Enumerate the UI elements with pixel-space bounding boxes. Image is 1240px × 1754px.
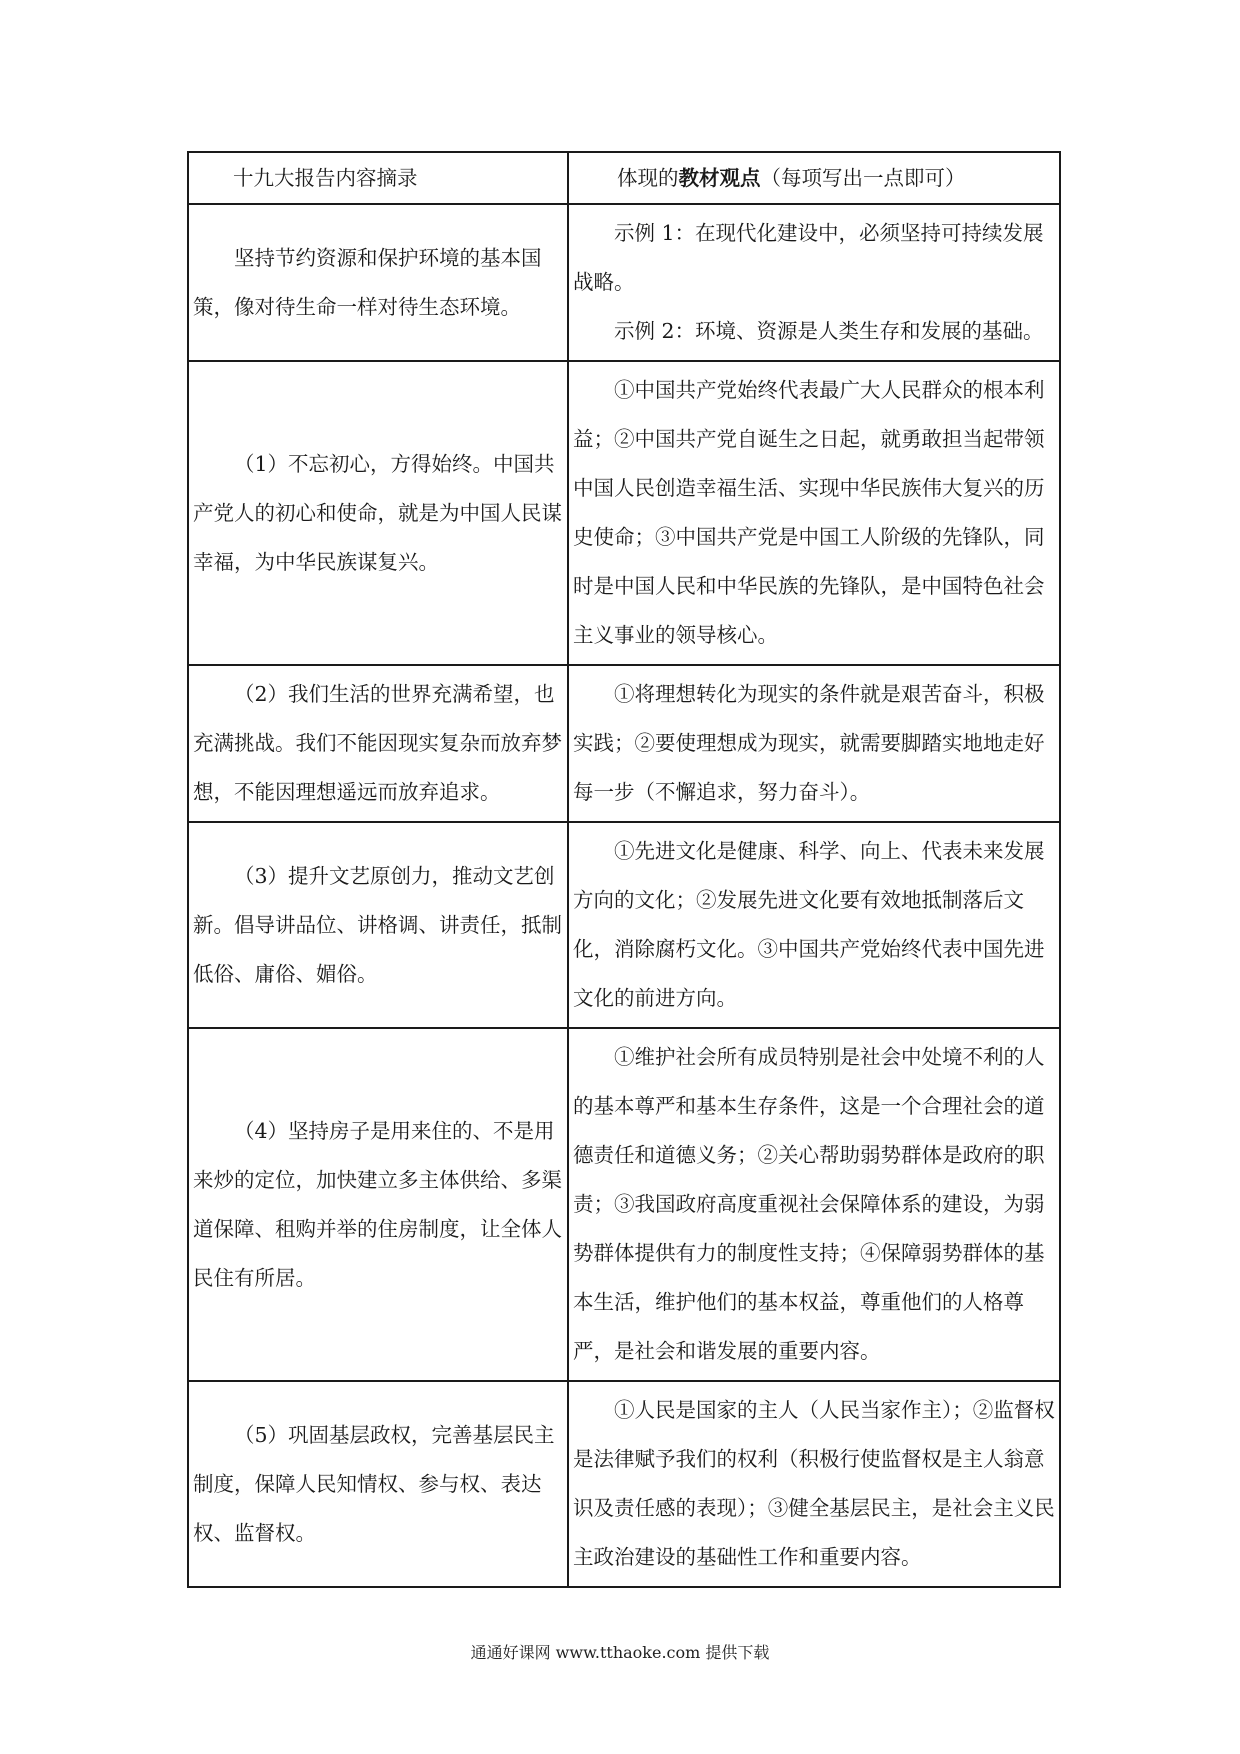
row-left-cell	[188, 1028, 568, 1381]
row-right-text: ①人民是国家的主人（人民当家作主）；②监督权是法律赋予我们的权利（积极行使监督权是主人翁意识及责任感的表现）；③健全基层民主，是社会主义民主政治建设的基础性工作和重要内容。	[573, 1398, 1055, 1569]
header-right	[568, 152, 1060, 204]
row-right-text: 示例 1：在现代化建设中，必须坚持可持续发展战略。	[573, 221, 1044, 294]
row-left-text: （3）提升文艺原创力，推动文艺创新。倡导讲品位、讲格调、讲责任，抵制低俗、庸俗、媚俗。	[193, 863, 562, 986]
header-left: 十九大报告内容摘录	[188, 152, 568, 204]
row-left-text: （1）不忘初心，方得始终。中国共产党人的初心和使命，就是为中国人民谋幸福，为中华民族谋复兴。	[193, 451, 562, 574]
header-right-suffix: （每项写出一点即可）	[760, 166, 966, 190]
row-left-cell	[188, 361, 568, 665]
table-row	[188, 1028, 1060, 1381]
table-row	[188, 361, 1060, 665]
table-row	[188, 204, 1060, 361]
row-right-text: ①中国共产党始终代表最广大人民群众的根本利益；②中国共产党自诞生之日起，就勇敢担当起带领中国人民创造幸福生活、实现中华民族伟大复兴的历史使命；③中国共产党是中国工人阶级的先锋队，同时是中国人民和中华民族的先锋队，是中国特色社会主义事业的领导核心。	[573, 378, 1045, 647]
row-left-text: （2）我们生活的世界充满希望，也充满挑战。我们不能因现实复杂而放弃梦想，不能因理想遥远而放弃追求。	[193, 682, 562, 804]
content-table	[187, 151, 1061, 1588]
row-right-text: 示例 2：环境、资源是人类生存和发展的基础。	[614, 319, 1044, 343]
table-row	[188, 822, 1060, 1028]
row-left-text: （4）坚持房子是用来住的、不是用来炒的定位，加快建立多主体供给、多渠道保障、租购并举的住房制度，让全体人民住有所居。	[193, 1118, 562, 1290]
table-header-row	[188, 152, 1060, 204]
row-left-cell	[188, 204, 568, 361]
table-row	[188, 1381, 1060, 1587]
row-right-cell	[568, 665, 1060, 822]
row-right-text: ①先进文化是健康、科学、向上、代表未来发展方向的文化；②发展先进文化要有效地抵制落后文化，消除腐朽文化。③中国共产党始终代表中国先进文化的前进方向。	[573, 839, 1045, 1010]
row-right-cell	[568, 361, 1060, 665]
page-footer: 通通好课网 www.tthaoke.com 提供下载	[470, 1643, 770, 1662]
table-row	[188, 665, 1060, 822]
row-left-cell	[188, 665, 568, 822]
row-left-text: （5）巩固基层政权，完善基层民主制度，保障人民知情权、参与权、表达权、监督权。	[193, 1422, 555, 1545]
header-right-bold: 教材观点	[678, 166, 761, 190]
row-right-text: ①将理想转化为现实的条件就是艰苦奋斗，积极实践；②要使理想成为现实，就需要脚踏实地地走好每一步（不懈追求，努力奋斗）。	[573, 682, 1045, 804]
row-left-text: 坚持节约资源和保护环境的基本国策，像对待生命一样对待生态环境。	[193, 245, 542, 319]
header-right-prefix: 体现的	[617, 166, 679, 190]
row-right-cell	[568, 204, 1060, 361]
row-right-cell	[568, 822, 1060, 1028]
row-right-cell	[568, 1028, 1060, 1381]
row-right-text: ①维护社会所有成员特别是社会中处境不利的人的基本尊严和基本生存条件，这是一个合理社会的道德责任和道德义务；②关心帮助弱势群体是政府的职责；③我国政府高度重视社会保障体系的建设，为弱势群体提供有力的制度性支持；④保障弱势群体的基本生活，维护他们的基本权益，尊重他们的人格尊严，是社会和谐发展的重要内容。	[573, 1045, 1045, 1363]
row-left-cell	[188, 822, 568, 1028]
row-right-cell	[568, 1381, 1060, 1587]
row-left-cell	[188, 1381, 568, 1587]
